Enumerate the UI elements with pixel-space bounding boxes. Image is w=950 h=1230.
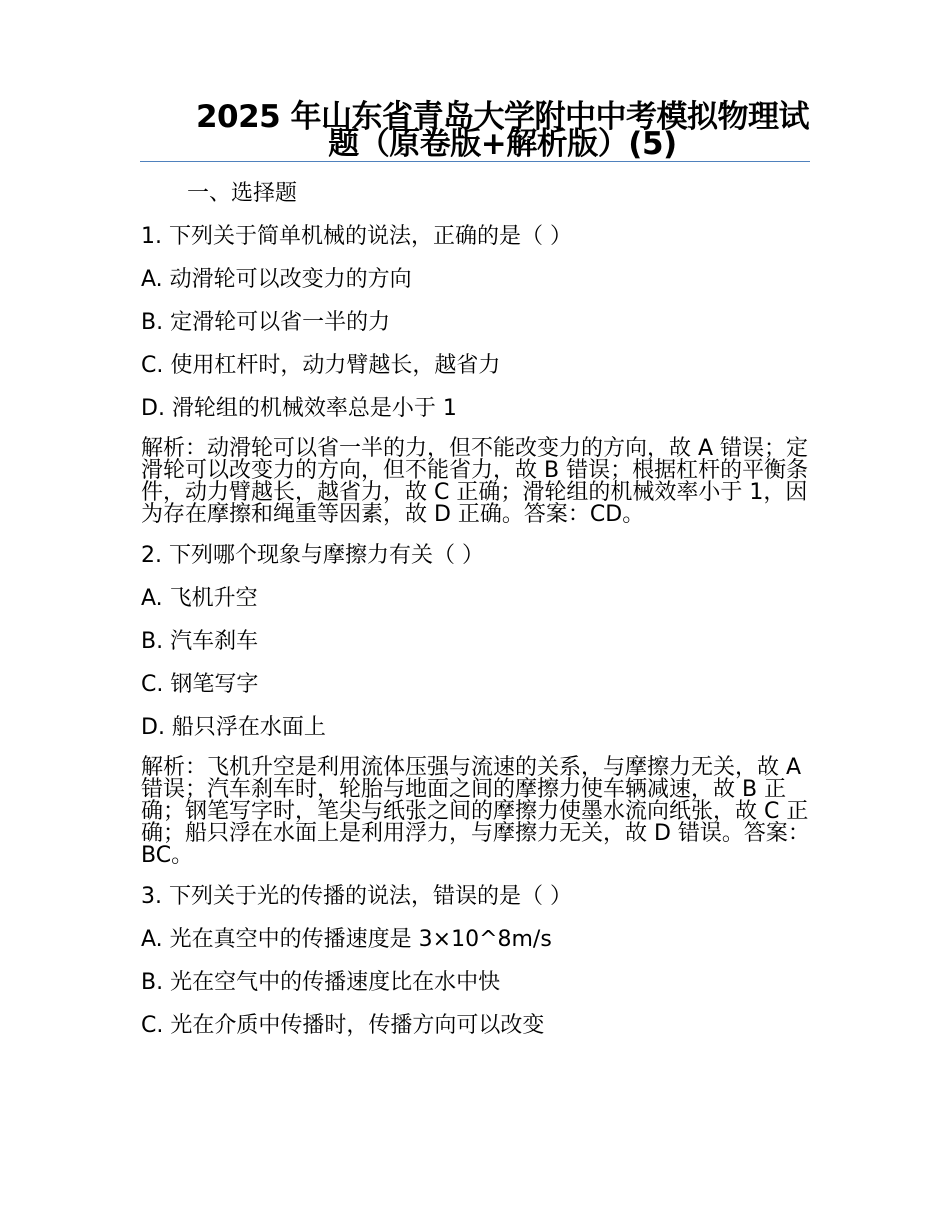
option-a: A. 飞机升空 <box>141 586 258 611</box>
option-d: D. 滑轮组的机械效率总是小于 1 <box>141 396 457 421</box>
option-a: A. 动滑轮可以改变力的方向 <box>141 267 412 292</box>
title-underline <box>140 161 810 162</box>
document-title: 2025 年山东省青岛大学附中中考模拟物理试题（原卷版+解析版）(5) <box>195 99 810 162</box>
option-b: B. 汽车刹车 <box>141 629 259 654</box>
option-d: D. 船只浮在水面上 <box>141 715 326 740</box>
option-c: C. 使用杠杆时，动力臂越长，越省力 <box>141 353 501 378</box>
option-a: A. 光在真空中的传播速度是 3×10^8m/s <box>141 927 552 952</box>
option-b: B. 定滑轮可以省一半的力 <box>141 310 391 335</box>
question-stem: 2. 下列哪个现象与摩擦力有关（ ） <box>141 543 484 568</box>
document-body <box>141 180 813 1055</box>
option-c: C. 钢笔写字 <box>141 672 259 697</box>
question-analysis: 解析：飞机升空是利用流体压强与流速的关系，与摩擦力无关，故 A 错误；汽车刹车时，轮胎与地面之间的摩擦力使车辆减速，故 B 正确；钢笔写字时，笔尖与纸张之间的摩擦力使墨水流向纸张，故 C 正确；船只浮在水面上是利用浮力，与摩擦力无关，故 D 错误。答案：BC。 <box>141 755 810 868</box>
question-2 <box>141 542 813 867</box>
question-stem: 3. 下列关于光的传播的说法，错误的是（ ） <box>141 884 572 909</box>
question-analysis: 解析：动滑轮可以省一半的力，但不能改变力的方向，故 A 错误；定滑轮可以改变力的方向，但不能省力，故 B 错误；根据杠杆的平衡条件，动力臂越长，越省力，故 C 正确；滑轮组的机械效率小于 1，因为存在摩擦和绳重等因素，故 D 正确。答案：CD。 <box>141 436 809 527</box>
question-3 <box>141 883 813 1040</box>
option-b: B. 光在空气中的传播速度比在水中快 <box>141 970 501 995</box>
question-stem: 1. 下列关于简单机械的说法，正确的是（ ） <box>141 224 572 249</box>
section-heading: 一、选择题 <box>187 181 298 206</box>
question-1 <box>141 223 813 526</box>
option-c: C. 光在介质中传播时，传播方向可以改变 <box>141 1013 545 1038</box>
